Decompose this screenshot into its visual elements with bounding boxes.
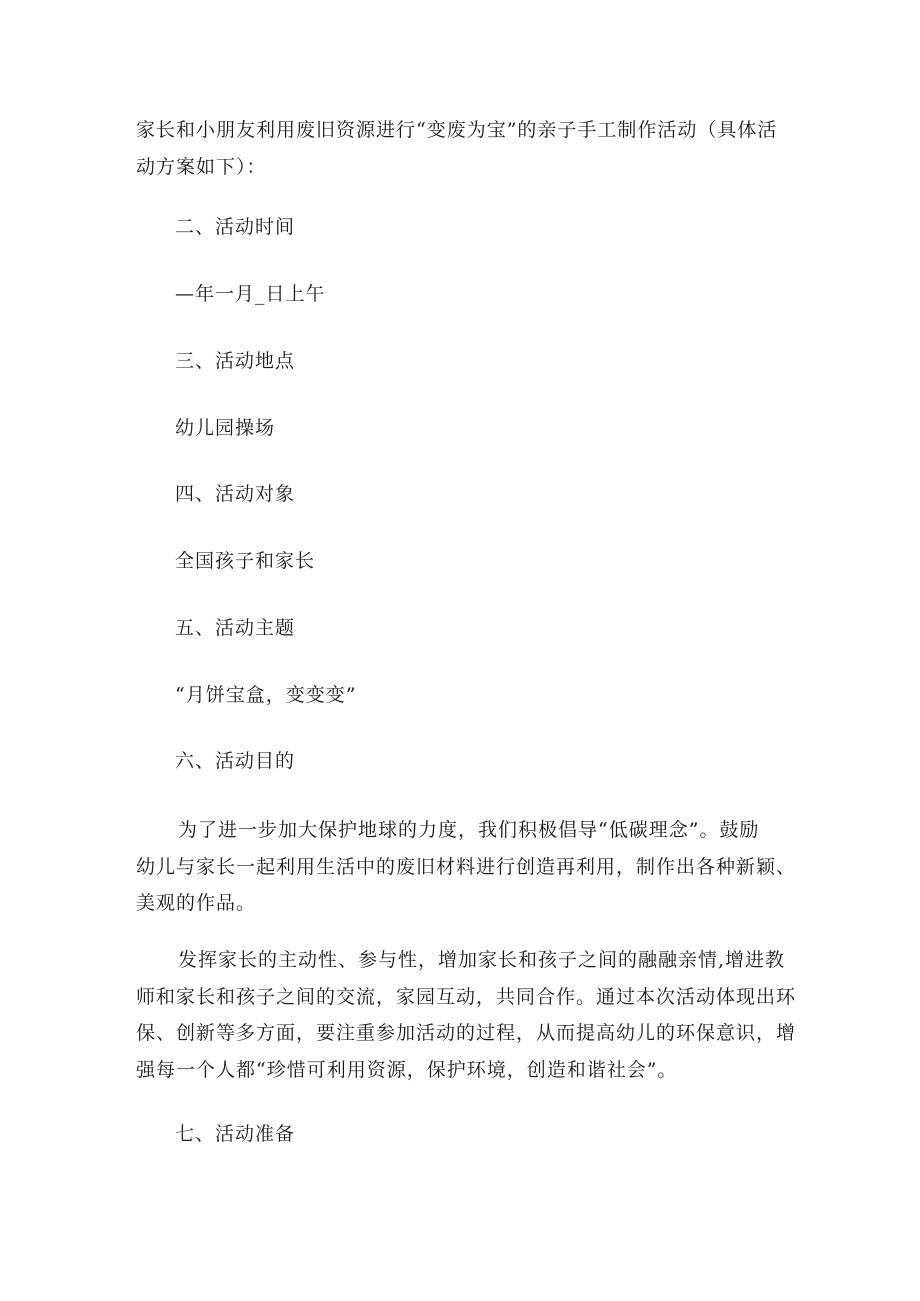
purpose-p2-line-2: 师和家长和孩子之间的交流，家园互动，共同合作。通过本次活动体现出环 xyxy=(136,985,797,1008)
intro-line-2: 动方案如下）： xyxy=(136,155,267,178)
purpose-p2-line-4: 强每一个人都“珍惜可利用资源，保护环境，创造和谐社会”。 xyxy=(136,1058,678,1081)
target-value: 全国孩子和家长 xyxy=(175,550,316,572)
purpose-paragraph-1 xyxy=(136,812,796,922)
time-heading: 二、活动时间 xyxy=(175,216,296,238)
target-heading: 四、活动对象 xyxy=(175,483,296,505)
place-heading: 三、活动地点 xyxy=(175,350,296,372)
time-value: —年一月_日上午 xyxy=(175,283,326,305)
prep-heading: 七、活动准备 xyxy=(175,1123,296,1145)
purpose-p1-line-1: 为了进一步加大保护地球的力度，我们积极倡导“低碳理念”。鼓励 xyxy=(178,819,760,841)
theme-value: “月饼宝盒，变变变” xyxy=(175,684,357,706)
place-value: 幼儿园操场 xyxy=(175,417,276,439)
purpose-p1-line-2: 幼儿与家长一起利用生活中的废旧材料进行创造再利用，制作出各种新颖、 xyxy=(136,855,797,878)
purpose-p2-line-1: 发挥家长的主动性、参与性，增加家长和孩子之间的融融亲情,增进教 xyxy=(178,949,786,971)
purpose-p1-line-3: 美观的作品。 xyxy=(136,892,257,914)
purpose-heading: 六、活动目的 xyxy=(175,750,296,772)
purpose-p2-line-3: 保、创新等多方面，要注重参加活动的过程，从而提高幼儿的环保意识，增 xyxy=(136,1022,797,1044)
intro-line-1: 家长和小朋友利用废旧资源进行“变废为宝”的亲子手工制作活动（具体活 xyxy=(136,119,778,141)
theme-heading: 五、活动主题 xyxy=(175,617,296,639)
intro-paragraph xyxy=(136,112,777,185)
purpose-paragraph-2 xyxy=(136,942,796,1088)
